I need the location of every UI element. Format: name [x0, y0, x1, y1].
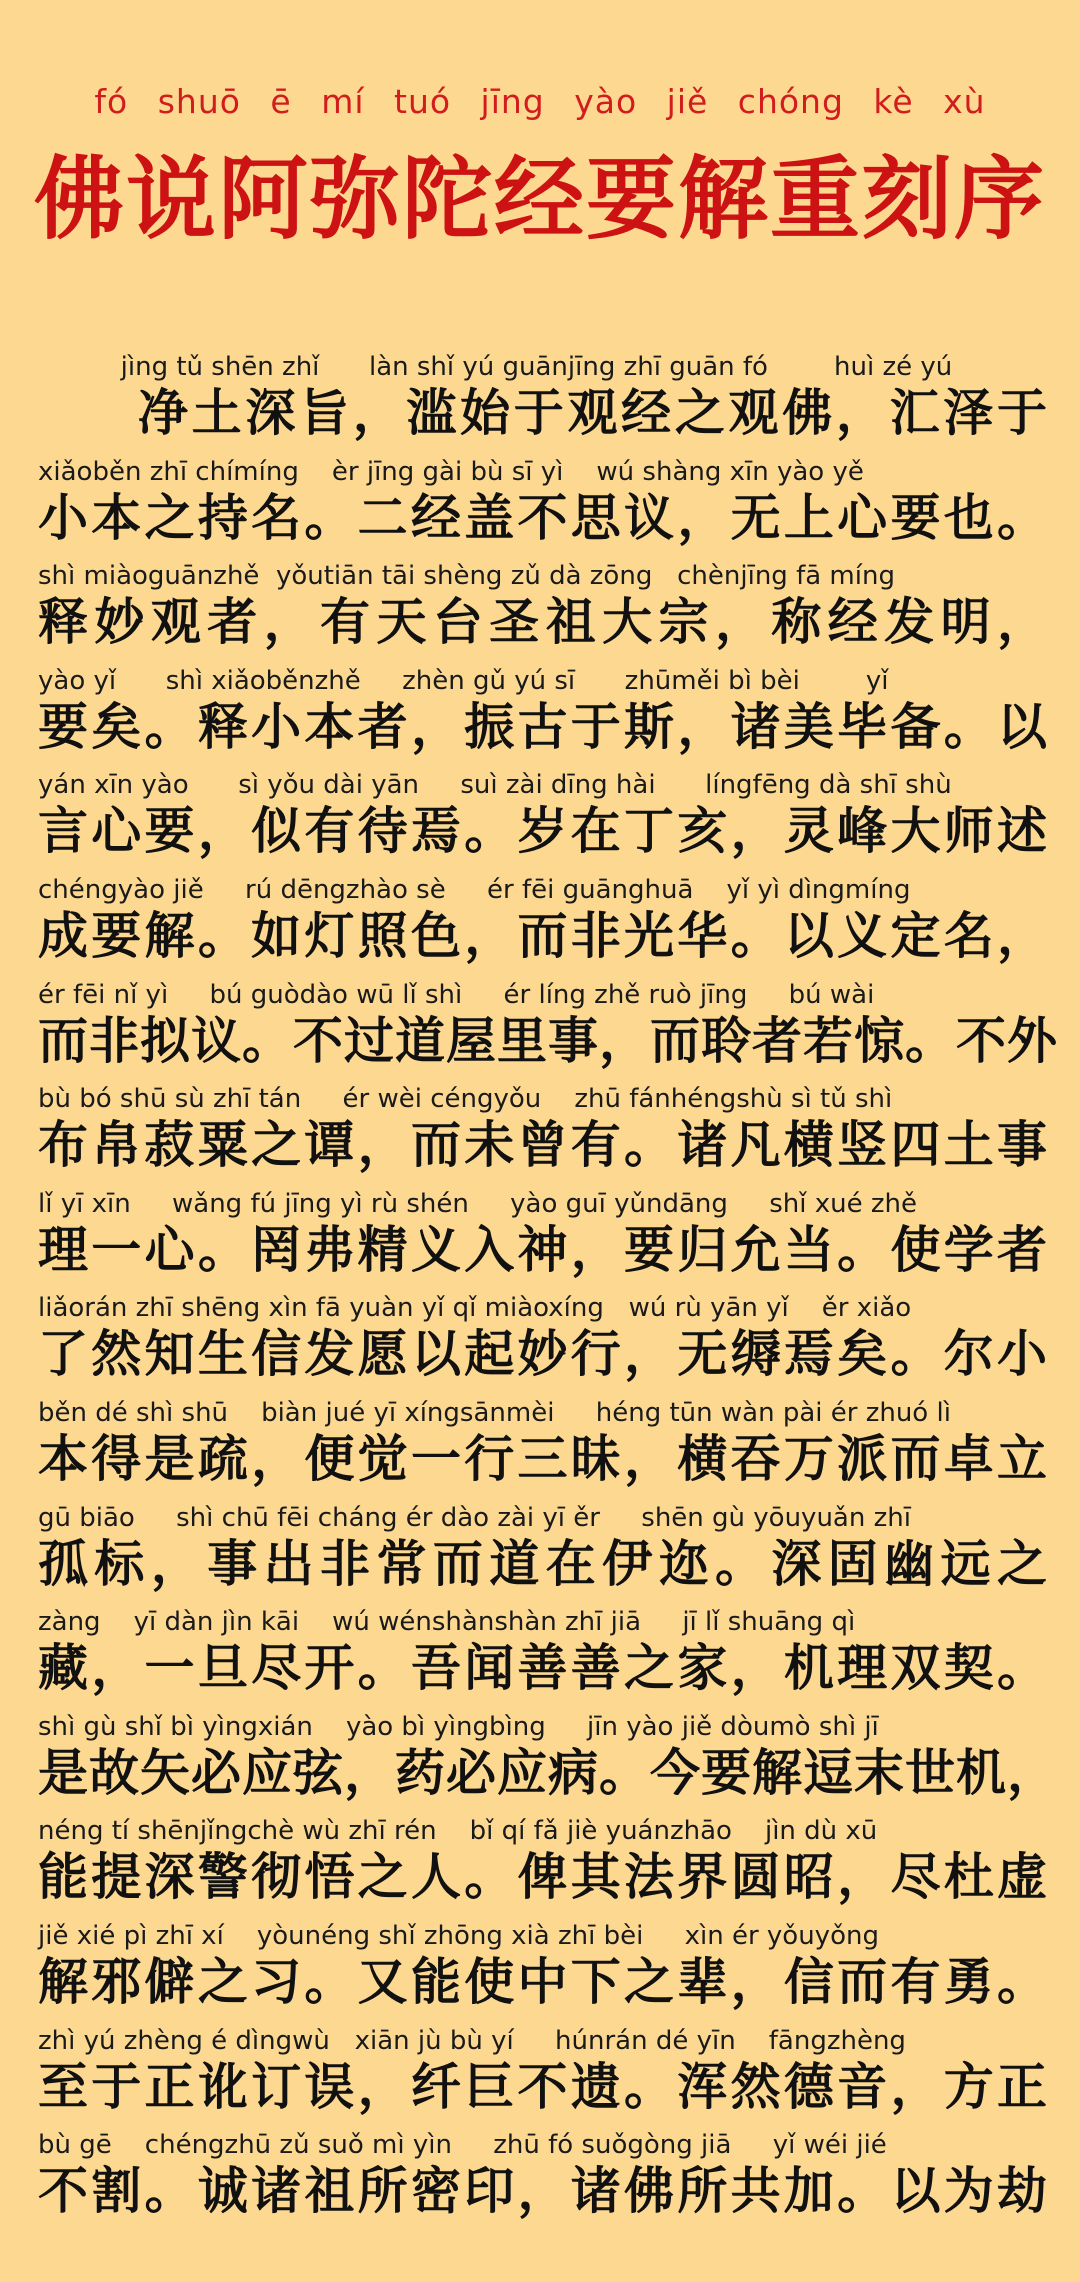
hanzi-line: 而非拟议。不过道屋里事，而聆者若惊。不外	[38, 1011, 1058, 1070]
hanzi-line: 了然知生信发愿以起妙行，无缛焉矣。尔小	[38, 1325, 1048, 1384]
hanzi-line: 孤标，事出非常而道在伊迩。深固幽远之	[38, 1534, 1048, 1593]
hanzi-line: 言心要，似有待焉。岁在丁亥，灵峰大师述	[38, 802, 1048, 861]
text-line	[38, 1398, 1048, 1503]
pinyin-line: jìng tǔ shēn zhǐ làn shǐ yú guānjīng zhī guān fó huì zé yú	[38, 352, 953, 382]
pinyin-line: jiě xié pì zhī xí yòunéng shǐ zhōng xià zhī bèi xìn ér yǒuyǒng	[38, 1920, 879, 1951]
hanzi-line: 是故矢必应弦，药必应病。今要解逗末世机，	[38, 1743, 1058, 1802]
hanzi-line: 理一心。罔弗精义入神，要归允当。使学者	[38, 1220, 1048, 1279]
text-line	[38, 2130, 1048, 2235]
hanzi-line: 布帛菽粟之谭，而未曾有。诸凡横竖四土事	[38, 1116, 1048, 1175]
text-line	[38, 1921, 1048, 2026]
text-line	[38, 457, 1048, 562]
hanzi-line: 能提深警彻悟之人。俾其法界圆昭，尽杜虚	[38, 1848, 1048, 1907]
pinyin-line: bù gē chéngzhū zǔ suǒ mì yìn zhū fó suǒgòng jiā yǐ wéi jié	[38, 2130, 887, 2161]
text-line	[38, 1711, 1058, 1817]
hanzi-line: 解邪僻之习。又能使中下之辈，信而有勇。	[38, 1952, 1048, 2011]
hanzi-line: 释妙观者，有天台圣祖大宗，称经发明，	[38, 593, 1048, 652]
pinyin-line: zàng yī dàn jìn kāi wú wénshànshàn zhī jiā jī lǐ shuāng qì	[38, 1607, 856, 1638]
text-line	[38, 875, 1048, 980]
text-line	[38, 352, 1048, 457]
hanzi-line: 藏，一旦尽开。吾闻善善之家，机理双契。	[38, 1639, 1048, 1698]
text-line	[38, 1293, 1048, 1398]
pinyin-line: shì miàoguānzhě yǒutiān tāi shèng zǔ dà zōng chènjīng fā míng	[38, 561, 895, 592]
pinyin-line: shì gù shǐ bì yìngxián yào bì yìngbìng jīn yào jiě dòumò shì jī	[38, 1711, 879, 1742]
text-line	[38, 2026, 1048, 2131]
pinyin-line: lǐ yī xīn wǎng fú jīng yì rù shén yào guī yǔndāng shǐ xué zhě	[38, 1188, 917, 1219]
pinyin-line: chéngyào jiě rú dēngzhào sè ér fēi guānghuā yǐ yì dìngmíng	[38, 874, 911, 905]
hanzi-line: 本得是疏，便觉一行三昧，横吞万派而卓立	[38, 1429, 1048, 1488]
text-line	[38, 979, 1058, 1085]
page-title: 佛说阿弥陀经要解重刻序	[34, 147, 1046, 252]
hanzi-line: 净土深旨，滥始于观经之观佛，汇泽于	[138, 384, 1048, 442]
hanzi-line: 要矣。释小本者，振古于斯，诸美毕备。以	[38, 697, 1048, 756]
text-line	[38, 561, 1048, 666]
pinyin-line: yào yǐ shì xiǎoběnzhě zhèn gǔ yú sī zhūměi bì bèi yǐ	[38, 665, 889, 696]
pinyin-line: yán xīn yào sì yǒu dài yān suì zài dīng hài língfēng dà shī shù	[38, 770, 952, 801]
hanzi-line: 至于正讹订误，纤巨不遗。浑然德音，方正	[38, 2057, 1048, 2116]
pinyin-line: xiǎoběn zhī chímíng èr jīng gài bù sī yì wú shàng xīn yào yě	[38, 456, 864, 487]
text-line	[38, 1084, 1048, 1189]
text-line	[38, 770, 1048, 875]
scripture-body	[38, 352, 1058, 2235]
title-pinyin: fó shuō ē mí tuó jīng yào jiě chóng kè xù	[94, 82, 986, 121]
pinyin-line: gū biāo shì chū fēi cháng ér dào zài yī ěr shēn gù yōuyuǎn zhī	[38, 1502, 911, 1533]
pinyin-line: běn dé shì shū biàn jué yī xíngsānmèi héng tūn wàn pài ér zhuó lì	[38, 1397, 951, 1428]
text-line	[38, 1816, 1048, 1921]
pinyin-line: néng tí shēnjǐngchè wù zhī rén bǐ qí fǎ jiè yuánzhāo jìn dù xū	[38, 1816, 878, 1847]
pinyin-line: zhì yú zhèng é dìngwù xiān jù bù yí húnrán dé yīn fāngzhèng	[38, 2025, 906, 2056]
pinyin-line: bù bó shū sù zhī tán ér wèi céngyǒu zhū fánhéngshù sì tǔ shì	[38, 1084, 893, 1115]
text-line	[38, 1607, 1048, 1712]
text-line	[38, 666, 1048, 771]
pinyin-line: liǎorán zhī shēng xìn fā yuàn yǐ qǐ miàoxíng wú rù yān yǐ ěr xiǎo	[38, 1293, 912, 1324]
pinyin-line: ér fēi nǐ yì bú guòdào wū lǐ shì ér líng zhě ruò jīng bú wài	[38, 979, 875, 1010]
hanzi-line: 成要解。如灯照色，而非光华。以义定名，	[38, 906, 1048, 965]
hanzi-line: 小本之持名。二经盖不思议，无上心要也。	[38, 488, 1048, 547]
hanzi-line: 不割。诚诸祖所密印，诸佛所共加。以为劫	[38, 2162, 1048, 2221]
text-line	[38, 1503, 1048, 1608]
text-line	[38, 1189, 1048, 1294]
